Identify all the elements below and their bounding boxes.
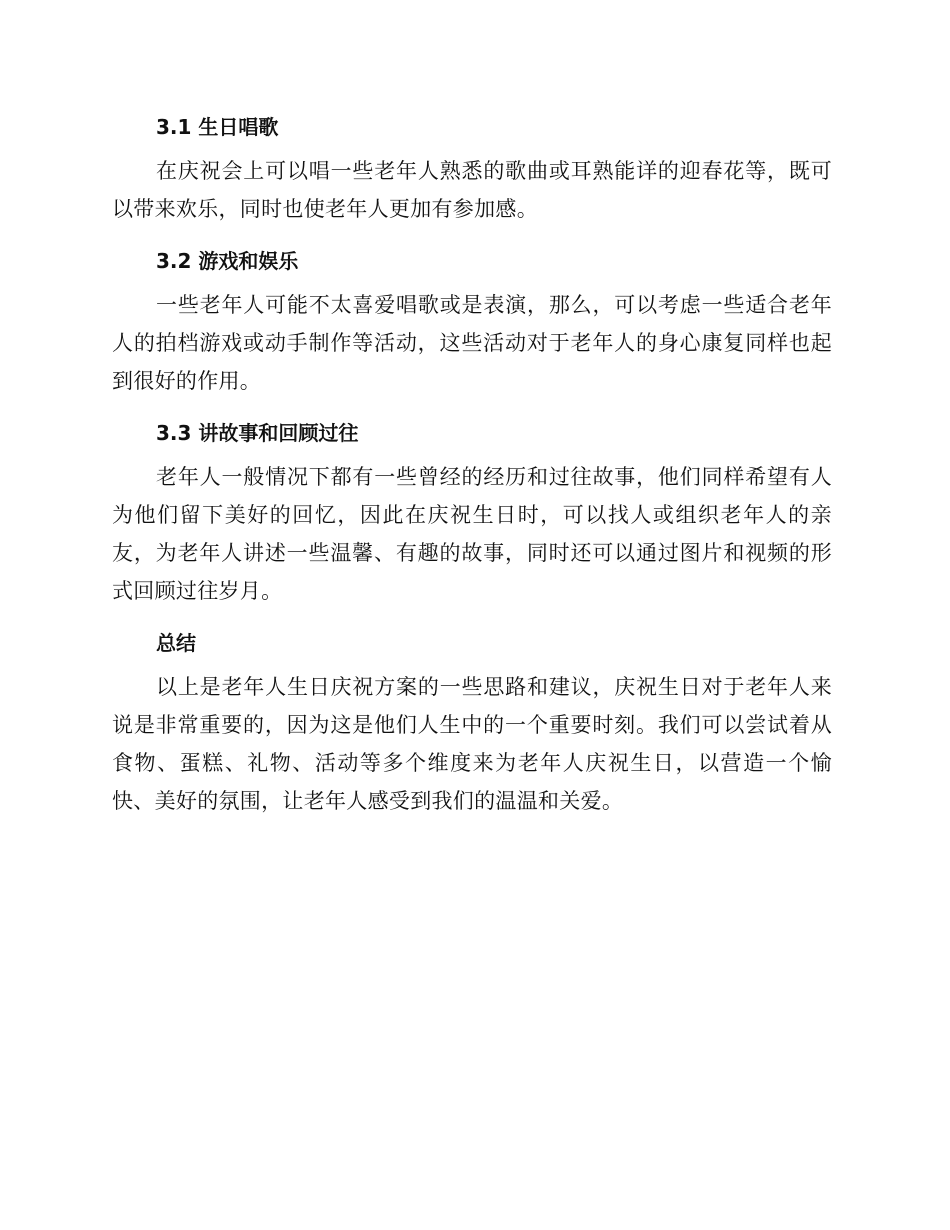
section-paragraph-3-3: 老年人一般情况下都有一些曾经的经历和过往故事，他们同样希望有人为他们留下美好的回忆，因此在庆祝生日时，可以找人或组织老年人的亲友，为老年人讲述一些温馨、有趣的故事，同时还可以通过图片和视频的形式回顾过往岁月。 bbox=[112, 465, 832, 603]
section-heading-3-3: 3.3 讲故事和回顾过往 bbox=[156, 421, 359, 445]
section-heading-summary: 总结 bbox=[156, 631, 196, 655]
section-paragraph-summary: 以上是老年人生日庆祝方案的一些思路和建议，庆祝生日对于老年人来说是非常重要的，因为这是他们人生中的一个重要时刻。我们可以尝试着从食物、蛋糕、礼物、活动等多个维度来为老年人庆祝生日，以营造一个愉快、美好的氛围，让老年人感受到我们的温温和关爱。 bbox=[112, 675, 832, 813]
section-paragraph-3-2: 一些老年人可能不太喜爱唱歌或是表演，那么，可以考虑一些适合老年人的拍档游戏或动手制作等活动，这些活动对于老年人的身心康复同样也起到很好的作用。 bbox=[112, 293, 832, 393]
section-paragraph-3-1: 在庆祝会上可以唱一些老年人熟悉的歌曲或耳熟能详的迎春花等，既可以带来欢乐，同时也使老年人更加有参加感。 bbox=[112, 159, 832, 221]
section-heading-3-1: 3.1 生日唱歌 bbox=[156, 115, 279, 139]
document-body bbox=[112, 112, 832, 820]
section-heading-3-2: 3.2 游戏和娱乐 bbox=[156, 249, 299, 273]
